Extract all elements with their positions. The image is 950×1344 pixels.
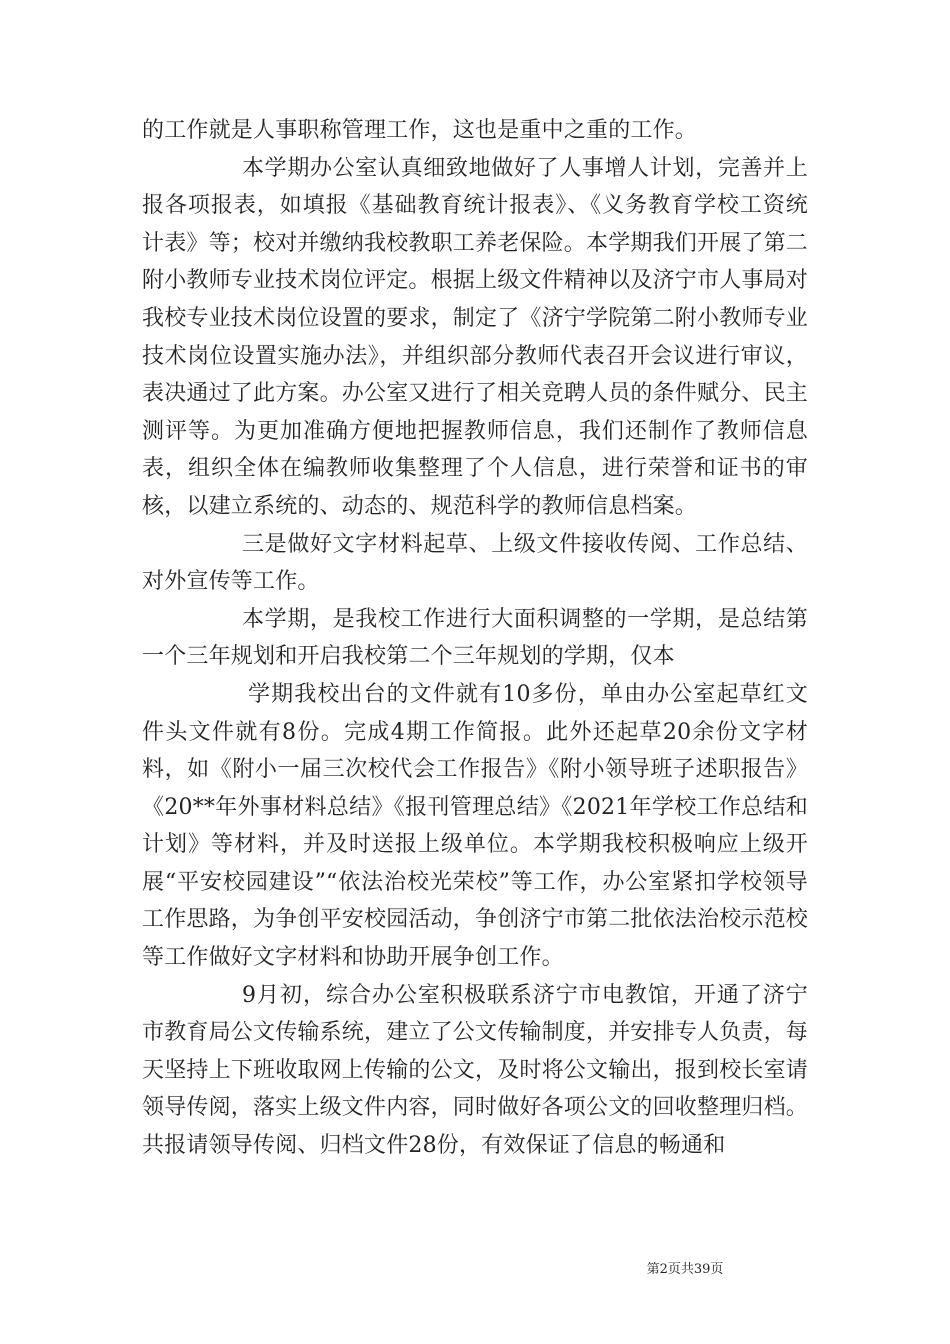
paragraph-document-transmission: 9月初，综合办公室积极联系济宁市电教馆，开通了济宁市教育局公文传输系统，建立了公文传输制度，并安排专人负责，每天坚持上下班收取网上传输的公文，及时将公文输出，报到校长室请领导传阅，落实上级文件内容，同时做好各项公文的回收整理归档。共报请领导传阅、归档文件28份，有效保证了信息的畅通和 — [142, 982, 809, 1159]
page-number: 第2页共39页 — [646, 1262, 724, 1277]
body-text — [142, 112, 808, 1165]
paragraph-documents-drafted: 学期我校出台的文件就有10多份，单由办公室起草红文件头文件就有8份。完成4期工作简报。此外还起草20余份文字材料，如《附小一届三次校代会工作报告》《附小领导班子述职报告》《20**年外事材料总结》《报刊管理总结》《2021年学校工作总结和计划》等材料，并及时送报上级单位。本学期我校积极响应上级开展“平安校园建设”“依法治校光荣校”等工作，办公室紧扣学校领导工作思路，为争创平安校园活动，争创济宁市第二批依法治校示范校等工作做好文字材料和协助开展争创工作。 — [142, 681, 809, 971]
paragraph-semester-adjustment: 本学期，是我校工作进行大面积调整的一学期，是总结第一个三年规划和开启我校第二个三年规划的学期，仅本 — [142, 606, 808, 670]
page-footer — [0, 1258, 950, 1277]
paragraph-section-three-heading: 三是做好文字材料起草、上级文件接收传阅、工作总结、对外宣传等工作。 — [142, 531, 808, 595]
paragraph-personnel-work: 本学期办公室认真细致地做好了人事增人计划，完善并上报各项报表，如填报《基础教育统计报表》、《义务教育学校工资统计表》等；校对并缴纳我校教职工养老保险。本学期我们开展了第二附小教师专业技术岗位评定。根据上级文件精神以及济宁市人事局对我校专业技术岗位设置的要求，制定了《济宁学院第二附小教师专业技术岗位设置实施办法》，并组织部分教师代表召开会议进行审议，表决通过了此方案。办公室又进行了相关竞聘人员的条件赋分、民主测评等。为更加准确方便地把握教师信息，我们还制作了教师信息表，组织全体在编教师收集整理了个人信息，进行荣誉和证书的审核，以建立系统的、动态的、规范科学的教师信息档案。 — [142, 155, 809, 519]
paragraph-continuation: 的工作就是人事职称管理工作，这也是重中之重的工作。 — [142, 118, 698, 143]
